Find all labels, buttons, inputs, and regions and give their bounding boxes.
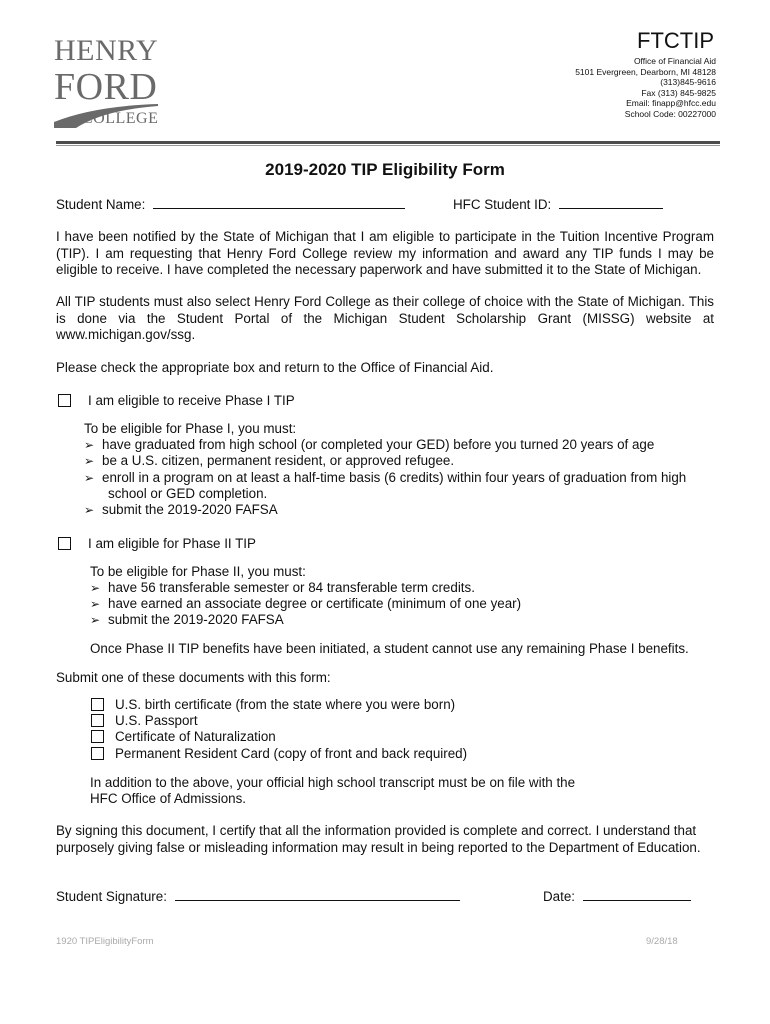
phase1-item: ➢ enroll in a program on at least a half-time basis (6 credits) within four years of graduation from high: [84, 470, 687, 485]
phase1-item-continued: school or GED completion.: [108, 486, 268, 501]
office-name: Office of Financial Aid: [633, 56, 716, 66]
phase2-item: ➢ have 56 transferable semester or 84 transferable term credits.: [90, 580, 475, 595]
document-checkbox-passport[interactable]: [91, 714, 104, 727]
phase1-heading: To be eligible for Phase I, you must:: [84, 421, 297, 436]
arrow-bullet-icon: ➢: [90, 613, 101, 627]
form-code: FTCTIP: [637, 28, 714, 53]
arrow-bullet-icon: ➢: [84, 503, 95, 517]
arrow-bullet-icon: ➢: [84, 471, 95, 485]
intro-paragraph: I have been notified by the State of Michigan that I am eligible to participate in the Tuition Incentive Program (TIP). I am requesting that Henry Ford College review my information and award any TIP funds I may be eligible to receive. I have completed the necessary paperwork and have submitted it to the State of Michigan.: [56, 229, 714, 278]
phase2-checkbox[interactable]: [58, 537, 71, 550]
student-id-label: HFC Student ID:: [453, 197, 552, 212]
document-label-passport: U.S. Passport: [115, 713, 198, 728]
arrow-bullet-icon: ➢: [90, 581, 101, 595]
signature-field[interactable]: [175, 888, 460, 901]
document-checkbox-resident-card[interactable]: [91, 747, 104, 760]
office-phone: (313)845-9616: [660, 77, 716, 88]
student-id-row: [453, 196, 663, 213]
instructions-text: Please check the appropriate box and return to the Office of Financial Aid.: [56, 360, 494, 375]
phase1-checkbox[interactable]: [58, 394, 71, 407]
phase2-item: ➢ have earned an associate degree or certificate (minimum of one year): [90, 596, 522, 611]
phase2-checkbox-label: I am eligible for Phase II TIP: [88, 536, 256, 551]
missg-paragraph: All TIP students must also select Henry Ford College as their college of choice with the State of Michigan. This is done via the Student Portal of the Michigan Student Scholarship Grant (MISSG) website at www.michigan.gov/ssg.: [56, 294, 714, 343]
document-label-naturalization: Certificate of Naturalization: [115, 729, 276, 744]
office-fax: Fax (313) 845-9825: [641, 87, 716, 98]
office-email: Email: finapp@hfcc.edu: [626, 98, 716, 109]
date-label: Date:: [543, 889, 576, 904]
henry-ford-college-logo: [54, 36, 164, 130]
student-id-field[interactable]: [559, 196, 663, 209]
document-label-resident-card: Permanent Resident Card (copy of front and back required): [115, 746, 468, 761]
phase1-checkbox-label: I am eligible to receive Phase I TIP: [88, 393, 295, 408]
arrow-bullet-icon: ➢: [90, 597, 101, 611]
office-address-block: [496, 56, 716, 120]
document-checkbox-birth-certificate[interactable]: [91, 698, 104, 711]
footer-revision-date: 9/28/18: [646, 936, 678, 947]
student-name-label: Student Name:: [56, 197, 146, 212]
phase2-note: Once Phase II TIP benefits have been initiated, a student cannot use any remaining Phase I benefits.: [90, 641, 689, 656]
phase2-item: ➢ submit the 2019-2020 FAFSA: [90, 612, 284, 627]
logo-line-ford: FORD: [54, 66, 158, 108]
document-checkbox-naturalization[interactable]: [91, 730, 104, 743]
logo-line-college: COLLEGE: [82, 110, 159, 127]
phase1-item: ➢ be a U.S. citizen, permanent resident, or approved refugee.: [84, 453, 455, 468]
phase1-item: ➢ have graduated from high school (or completed your GED) before you turned 20 years of age: [84, 437, 655, 452]
student-name-field[interactable]: [153, 196, 405, 209]
signature-row: [56, 888, 460, 905]
transcript-note-line2: HFC Office of Admissions.: [90, 791, 247, 806]
header-rule-thin: [56, 145, 720, 146]
arrow-bullet-icon: ➢: [84, 438, 95, 452]
student-name-row: [56, 196, 405, 213]
documents-heading: Submit one of these documents with this form:: [56, 670, 331, 685]
office-school-code: School Code: 00227000: [624, 108, 716, 119]
logo-line-henry: HENRY: [54, 34, 159, 67]
date-field[interactable]: [583, 888, 691, 901]
form-title: 2019-2020 TIP Eligibility Form: [265, 160, 505, 179]
certification-paragraph: By signing this document, I certify that all the information provided is complete and correct. I understand that purposely giving false or misleading information may result in being reported to the Department of Education.: [56, 823, 701, 855]
transcript-note-line1: In addition to the above, your official high school transcript must be on file with the: [90, 775, 576, 790]
office-street: 5101 Evergreen, Dearborn, MI 48128: [575, 66, 716, 77]
phase1-item: ➢ submit the 2019-2020 FAFSA: [84, 502, 278, 517]
footer-form-id: 1920 TIPEligibilityForm: [56, 936, 154, 947]
header-rule: [56, 141, 720, 144]
signature-label: Student Signature:: [56, 889, 167, 904]
document-label-birth-certificate: U.S. birth certificate (from the state where you were born): [115, 697, 456, 712]
date-row: [543, 888, 691, 905]
phase2-heading: To be eligible for Phase II, you must:: [90, 564, 306, 579]
arrow-bullet-icon: ➢: [84, 454, 95, 468]
